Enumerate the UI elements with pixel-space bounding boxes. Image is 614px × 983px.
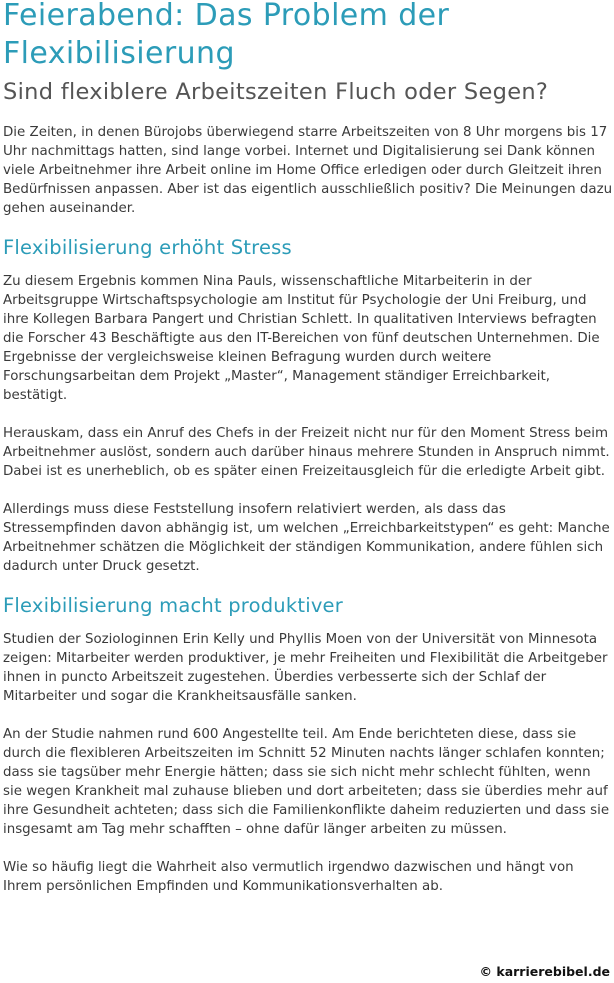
stress-paragraph-2: Herauskam, dass ein Anruf des Chefs in der Freizeit nicht nur für den Moment Stress beim Arbeitnehmer auslöst, sondern auch darüber hinaus mehrere Stunden in Anspruch nimmt. Dabei ist es unerheblich, ob es später einen Freizeitausgleich für die erledigte Arbeit gibt. bbox=[3, 426, 610, 479]
title-line-2: Flexibilisierung bbox=[3, 36, 235, 71]
title-line-1: Feierabend: Das Problem der bbox=[3, 0, 450, 33]
section-heading-productive: Flexibilisierung macht produktiver bbox=[3, 594, 343, 617]
productive-paragraph-3: Wie so häufig liegt die Wahrheit also vermutlich irgendwo dazwischen und hängt von Ihrem persönlichen Empfinden und Kommunikationsverhalten ab. bbox=[3, 860, 574, 894]
article-subtitle: Sind flexiblere Arbeitszeiten Fluch oder Segen? bbox=[3, 79, 549, 105]
article-title bbox=[3, 0, 613, 73]
stress-paragraph-1: Zu diesem Ergebnis kommen Nina Pauls, wissenschaftliche Mitarbeiterin in der Arbeitsgruppe Wirtschaftspsychologie am Institut für Psychologie der Uni Freiburg, und ihre Kollegen Barbara Pangert und Christian Schlett. In qualitativen Interviews befragten die Forscher 43 Beschäftigte aus den IT-Bereichen von fünf deutschen Unternehmen. Die Ergebnisse der vergleichsweise kleinen Befragung wurden durch weitere Forschungsarbeitan dem Projekt „Master“, Management ständiger Erreichbarkeit, bestätigt. bbox=[3, 274, 600, 403]
productive-paragraph-2: An der Studie nahmen rund 600 Angestellte teil. Am Ende berichteten diese, dass sie durch die flexibleren Arbeitszeiten im Schnitt 52 Minuten nachts länger schlafen konnten; dass sie tagsüber mehr Energie hätten; dass sie sich nicht mehr schlecht fühlten, wenn sie wegen Krankheit mal zuhause blieben und dort arbeiteten; dass sie überdies mehr auf ihre Gesundheit achteten; dass sich die Familienkonflikte daheim reduzierten und dass sie insgesamt am Tag mehr schafften – ohne dafür länger arbeiten zu müssen. bbox=[3, 727, 610, 837]
stress-paragraph-3: Allerdings muss diese Feststellung insofern relativiert werden, als dass das Stressempfinden davon abhängig ist, um welchen „Erreichbarkeitstypen“ es geht: Manche Arbeitnehmer schätzen die Möglichkeit der ständigen Kommunikation, andere fühlen sich dadurch unter Druck gesetzt. bbox=[3, 502, 610, 574]
section-heading-stress: Flexibilisierung erhöht Stress bbox=[3, 236, 292, 259]
article bbox=[3, 0, 613, 896]
copyright-notice: © karrierebibel.de bbox=[479, 964, 610, 979]
productive-paragraph-1: Studien der Soziologinnen Erin Kelly und Phyllis Moen von der Universität von Minnesota zeigen: Mitarbeiter werden produktiver, je mehr Freiheiten und Flexibilität die Arbeitgeber ihnen in puncto Arbeitszeit zugestehen. Überdies verbesserte sich der Schlaf der Mitarbeiter und sogar die Krankheitsausfälle sanken. bbox=[3, 632, 608, 704]
intro-paragraph: Die Zeiten, in denen Bürojobs überwiegend starre Arbeitszeiten von 8 Uhr morgens bis 17 Uhr nachmittags hatten, sind lange vorbei. Internet und Digitalisierung sei Dank können viele Arbeitnehmer ihre Arbeit online im Home Office erledigen oder durch Gleitzeit ihren Bedürfnissen anpassen. Aber ist das eigentlich ausschließlich positiv? Die Meinungen dazu gehen auseinander. bbox=[3, 125, 613, 216]
